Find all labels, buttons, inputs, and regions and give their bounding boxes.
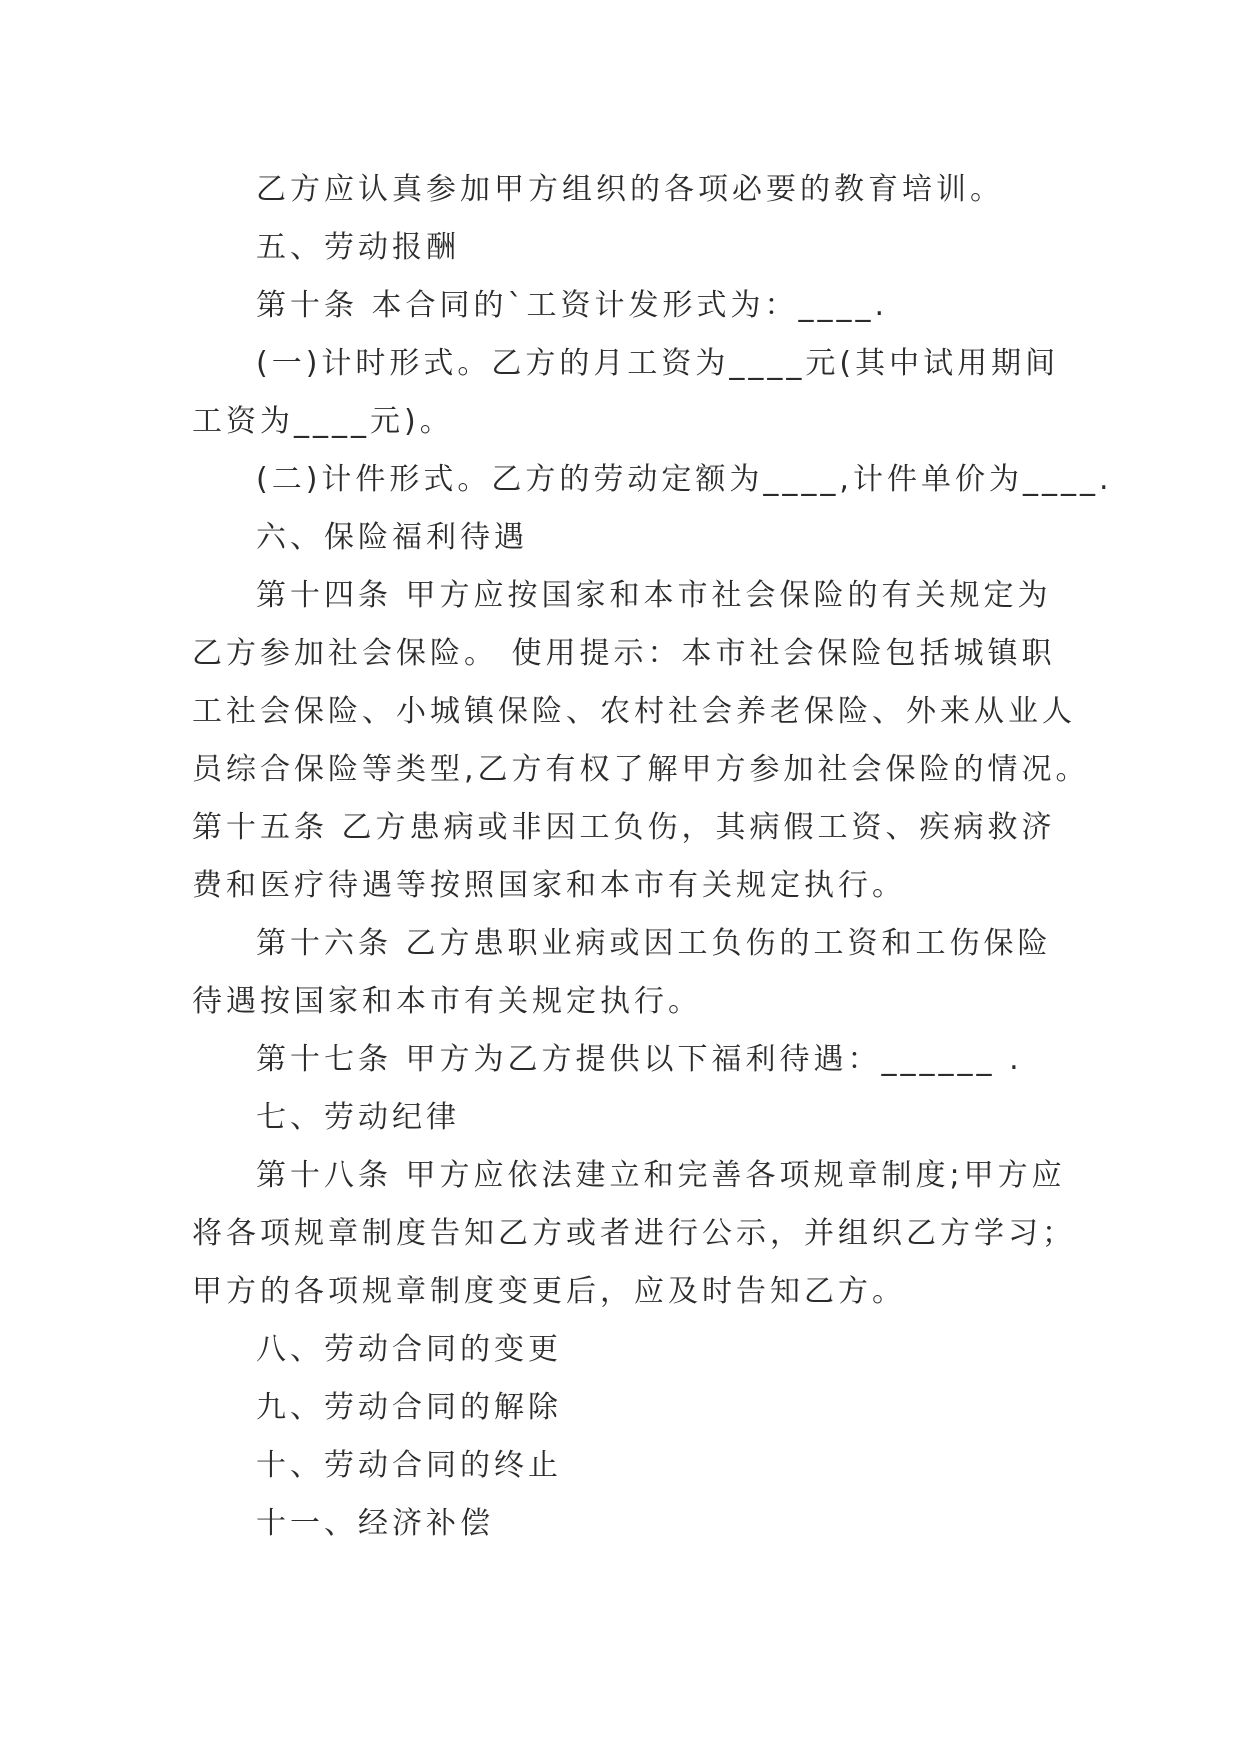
paragraph-line: 乙方参加社会保险。 使用提示：本市社会保险包括城镇职 <box>192 636 1056 671</box>
paragraph-line: 工社会保险、小城镇保险、农村社会养老保险、外来从业人 <box>192 694 1076 729</box>
section-heading: 十、劳动合同的终止 <box>256 1448 562 1483</box>
section-heading: 七、劳动纪律 <box>256 1100 460 1135</box>
paragraph-line: 员综合保险等类型,乙方有权了解甲方参加社会保险的情况。 <box>192 752 1090 787</box>
paragraph-line: 乙方应认真参加甲方组织的各项必要的教育培训。 <box>256 172 1004 207</box>
paragraph-line: 甲方的各项规章制度变更后，应及时告知乙方。 <box>192 1274 906 1309</box>
paragraph-line: (二)计件形式。乙方的劳动定额为____,计件单价为____. <box>256 462 1113 497</box>
paragraph-line: 第十七条 甲方为乙方提供以下福利待遇：______ . <box>256 1042 1023 1077</box>
section-heading: 十一、经济补偿 <box>256 1506 494 1541</box>
paragraph-line: 待遇按国家和本市有关规定执行。 <box>192 984 702 1019</box>
section-heading: 六、保险福利待遇 <box>256 520 528 555</box>
paragraph-line: 第十八条 甲方应依法建立和完善各项规章制度;甲方应 <box>256 1158 1066 1193</box>
paragraph-line: 费和医疗待遇等按照国家和本市有关规定执行。 <box>192 868 906 903</box>
document-body <box>192 161 1113 1553</box>
paragraph-line: 第十条 本合同的`工资计发形式为：____. <box>256 288 889 323</box>
section-heading: 八、劳动合同的变更 <box>256 1332 562 1367</box>
paragraph-line: 第十六条 乙方患职业病或因工负伤的工资和工伤保险 <box>256 926 1052 961</box>
paragraph-line: 第十五条 乙方患病或非因工负伤，其病假工资、疾病救济 <box>192 810 1056 845</box>
paragraph-line: 将各项规章制度告知乙方或者进行公示，并组织乙方学习； <box>192 1216 1076 1251</box>
section-heading: 五、劳动报酬 <box>256 230 460 265</box>
paragraph-line: 工资为____元)。 <box>192 404 454 439</box>
section-heading: 九、劳动合同的解除 <box>256 1390 562 1425</box>
paragraph-line: 第十四条 甲方应按国家和本市社会保险的有关规定为 <box>256 578 1052 613</box>
paragraph-line: (一)计时形式。乙方的月工资为____元(其中试用期间 <box>256 346 1060 381</box>
